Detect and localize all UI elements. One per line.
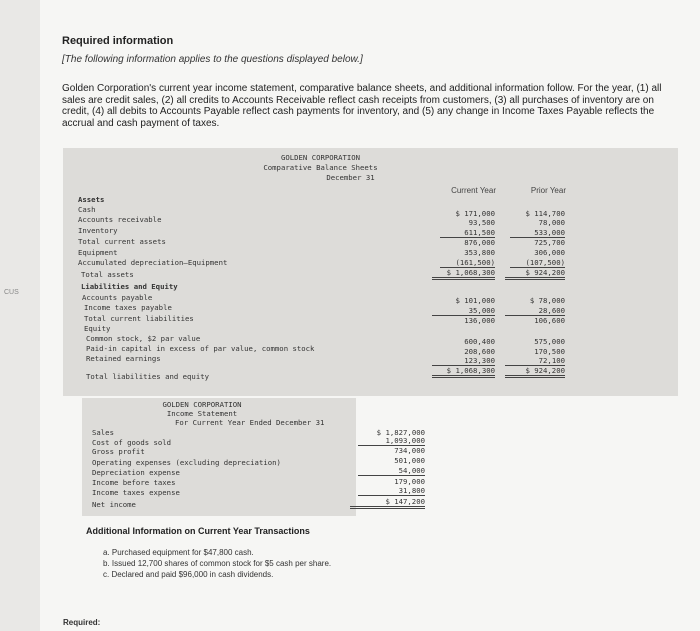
- is-title: Income Statement: [166, 409, 238, 418]
- bs-prior-value: 170,500: [534, 347, 565, 356]
- page-title: Required information: [62, 35, 174, 47]
- bs-cur-value: 208,600: [464, 347, 495, 356]
- is-amount: 31,800: [358, 486, 425, 496]
- required-label: Required:: [63, 618, 101, 627]
- bs-row-label: Retained earnings: [86, 354, 161, 363]
- bs-prior-value: $ 924,200: [505, 268, 565, 280]
- bs-prior-value: 533,000: [510, 228, 565, 238]
- bs-prior-value: 575,000: [534, 337, 565, 346]
- bs-cur-value: 611,500: [440, 228, 495, 238]
- bs-prior-value: 725,700: [534, 238, 565, 247]
- bs-prior-value: 106,600: [534, 316, 565, 325]
- bs-cur-value: (161,500): [440, 258, 495, 268]
- bs-cur-value: 35,000: [432, 306, 495, 316]
- bs-title: Comparative Balance Sheets: [263, 163, 378, 172]
- bs-cur-value: $ 171,000: [455, 209, 495, 218]
- intro-paragraph: Golden Corporation's current year income statement, comparative balance sheets, and additional information follow. For the year, (1) all sales are credit sales, (2) all credits to Accounts Receivable reflect cash receipts from customers, (3) all purchases of inventory are on credit, (4) all debits to Accounts Payable reflect cash payments for inventory, and (5) any change in Income Taxes Payable reflects the accrual and cash payment of taxes.: [62, 83, 662, 129]
- bs-prior-value: 306,000: [534, 248, 565, 257]
- bs-col-current: Current Year: [451, 186, 496, 195]
- is-amount: 734,000: [394, 446, 425, 455]
- additional-item: c. Declared and paid $96,000 in cash dividends.: [103, 570, 274, 579]
- bs-col-prior: Prior Year: [530, 186, 566, 195]
- is-amount: 179,000: [394, 477, 425, 486]
- bs-row-label: Equity: [84, 324, 111, 333]
- is-amount: 1,093,000: [358, 436, 425, 446]
- is-amount: 501,000: [394, 456, 425, 465]
- bs-cur-value: 876,000: [464, 238, 495, 247]
- is-row-label: Income before taxes: [92, 478, 176, 487]
- bs-date: December 31: [326, 173, 375, 182]
- is-row-label: Sales: [92, 428, 114, 437]
- bs-cur-value: 136,000: [464, 316, 495, 325]
- bs-row-label: Accumulated depreciation—Equipment: [78, 258, 228, 267]
- bs-row-label: Assets: [78, 195, 105, 204]
- bs-cur-value: $ 1,068,300: [432, 366, 495, 378]
- bs-cur-value: $ 1,068,300: [432, 268, 495, 280]
- bs-row-label: Paid-in capital in excess of par value, common stock: [86, 344, 315, 353]
- bs-row-label: Total current liabilities: [84, 314, 194, 323]
- side-label: CUS: [4, 289, 19, 296]
- is-amount: $ 147,200: [350, 497, 425, 509]
- bs-row-label: Cash: [78, 205, 96, 214]
- bs-row-label: Total liabilities and equity: [86, 372, 210, 381]
- bs-prior-value: 78,000: [538, 218, 565, 227]
- is-amount: $ 1,827,000: [376, 428, 425, 437]
- additional-info-heading: Additional Information on Current Year Transactions: [86, 526, 310, 536]
- is-row-label: Depreciation expense: [92, 468, 180, 477]
- bs-cur-value: 93,500: [468, 218, 495, 227]
- bs-cur-value: 123,300: [432, 356, 495, 366]
- is-row-label: Income taxes expense: [92, 488, 180, 497]
- bs-prior-value: $ 78,000: [529, 296, 565, 305]
- bs-row-label: Total assets: [81, 270, 134, 279]
- bs-cur-value: $ 101,000: [455, 296, 495, 305]
- is-row-label: Operating expenses (excluding depreciation): [92, 458, 281, 467]
- is-row-label: Gross profit: [92, 447, 145, 456]
- bs-row-label: Inventory: [78, 226, 118, 235]
- bs-cur-value: 353,800: [464, 248, 495, 257]
- left-margin-strip: [0, 0, 40, 631]
- bs-row-label: Liabilities and Equity: [81, 282, 178, 291]
- additional-item: b. Issued 12,700 shares of common stock for $5 cash per share.: [103, 559, 332, 568]
- bs-row-label: Total current assets: [78, 237, 166, 246]
- bs-company: GOLDEN CORPORATION: [280, 153, 361, 162]
- is-period: For Current Year Ended December 31: [175, 418, 325, 427]
- is-amount: 54,000: [358, 466, 425, 476]
- bs-prior-value: $ 114,700: [525, 209, 565, 218]
- bs-row-label: Accounts payable: [82, 293, 153, 302]
- is-company: GOLDEN CORPORATION: [162, 400, 242, 409]
- bs-row-label: Income taxes payable: [84, 303, 172, 312]
- is-row-label: Cost of goods sold: [92, 438, 172, 447]
- bs-row-label: Accounts receivable: [78, 215, 162, 224]
- bs-prior-value: 72,100: [505, 356, 565, 366]
- bs-cur-value: 600,400: [464, 337, 495, 346]
- is-row-label: Net income: [92, 500, 136, 509]
- additional-item: a. Purchased equipment for $47,800 cash.: [103, 548, 254, 557]
- instruction-note: [The following information applies to the questions displayed below.]: [62, 54, 363, 65]
- bs-prior-value: 28,600: [505, 306, 565, 316]
- bs-row-label: Equipment: [78, 248, 118, 257]
- bs-row-label: Common stock, $2 par value: [86, 334, 201, 343]
- bs-prior-value: (107,500): [510, 258, 565, 268]
- bs-prior-value: $ 924,200: [505, 366, 565, 378]
